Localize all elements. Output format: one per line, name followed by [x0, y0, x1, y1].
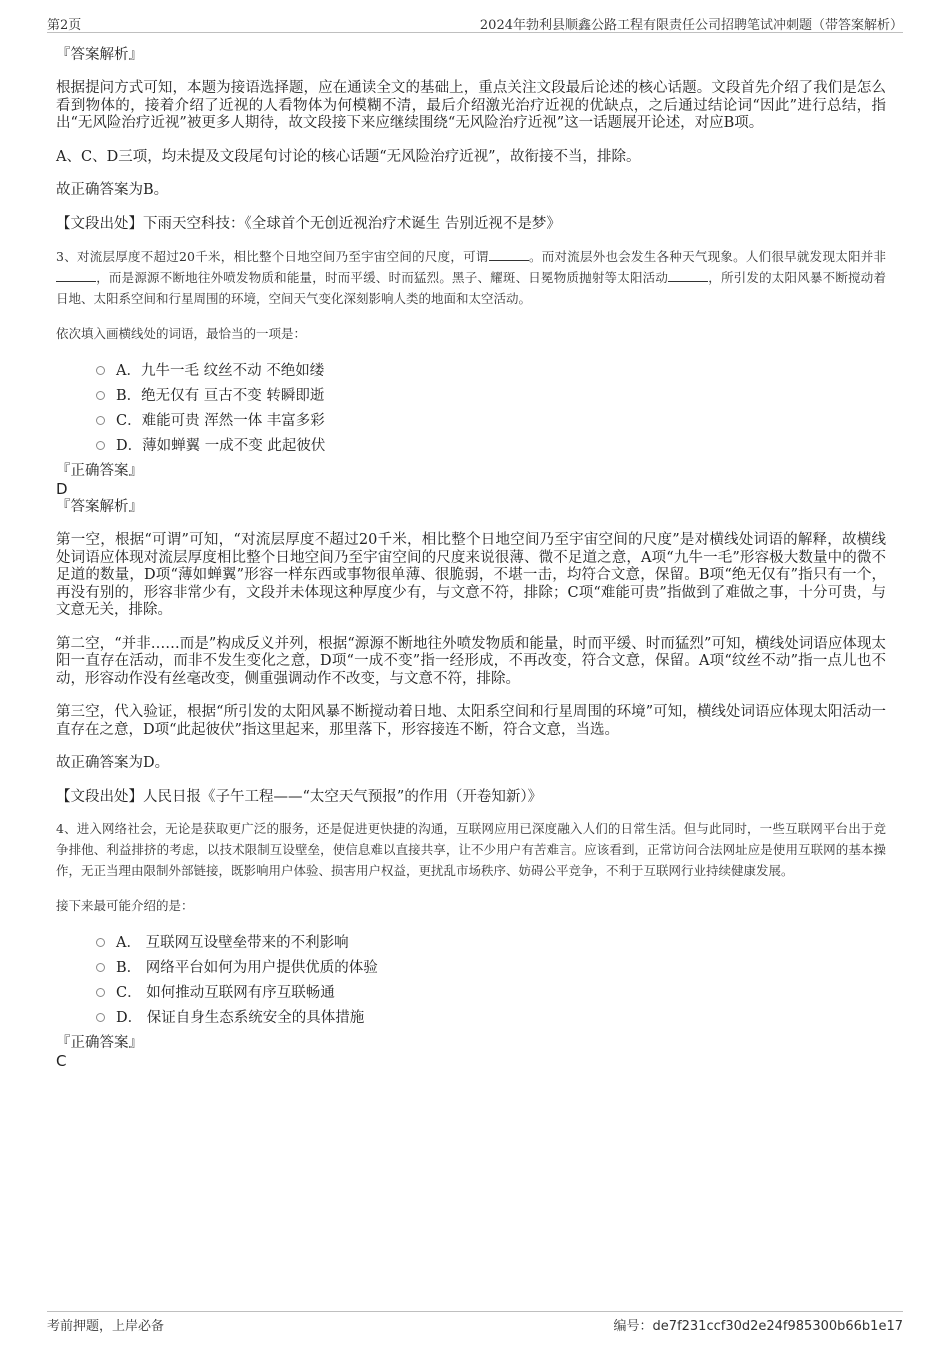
q3-option-d[interactable]	[56, 435, 886, 460]
q3-source: 【文段出处】人民日报《子午工程——“太空天气预报”的作用（开卷知新）》	[56, 788, 543, 805]
q3-option-b[interactable]	[56, 385, 886, 410]
q4-option-c[interactable]	[56, 982, 886, 1007]
code-label: 编号：	[613, 1319, 653, 1334]
fill-blank	[668, 269, 708, 282]
q3-answer: D	[56, 480, 68, 498]
fill-blank	[56, 269, 96, 282]
code-value: de7f231ccf30d2e24f985300b66b1e17	[652, 1319, 903, 1334]
q2-analysis-label: 『答案解析』	[56, 47, 143, 63]
q3-prompt: 依次填入画横线处的词语，最恰当的一项是：	[56, 326, 307, 341]
q3-analysis-paragraph: 第二空，“并非……而是”构成反义并列，根据“源源不断地往外喷发物质和能量，时而平缓、时而猛烈”可知，横线处词语应体现太阳一直存在活动，而非不发生变化之意，D项“一成不变”指一经形成，不再改变，符合文意，保留。A项“纹丝不动”指一点儿也不动，形容动作没有丝毫改变，侧重强调动作不改变，与文意不符，排除。	[56, 635, 886, 687]
option-label: C．难能可贵 浑然一体 丰富多彩	[116, 413, 325, 429]
fill-blank	[489, 248, 529, 261]
q4-answer: C	[56, 1052, 67, 1070]
q3-stem	[56, 246, 886, 309]
q2-analysis-paragraph: A、C、D三项，均未提及文段尾句讨论的核心话题“无风险治疗近视”，故衔接不当，排除。	[56, 148, 641, 165]
option-label: D． 保证自身生态系统安全的具体措施	[116, 1010, 365, 1026]
q2-analysis-paragraph: 根据提问方式可知，本题为接语选择题，应在通读全文的基础上，重点关注文段最后论述的核心话题。文段首先介绍了我们是怎么看到物体的，接着介绍了近视的人看物体为何模糊不清，最后介绍激光治疗近视的优缺点，之后通过结论词“因此”进行总结，指出“无风险治疗近视”被更多人期待，故文段接下来应继续围绕“无风险治疗近视”这一话题展开论述，对应B项。	[56, 80, 886, 131]
radio-icon[interactable]	[96, 441, 105, 450]
page-number: 第2页	[47, 18, 82, 33]
option-label: B． 网络平台如何为用户提供优质的体验	[116, 960, 378, 976]
footer-slogan: 考前押题，上岸必备	[47, 1319, 165, 1334]
page-header	[47, 14, 903, 33]
radio-icon[interactable]	[96, 391, 105, 400]
radio-icon[interactable]	[96, 963, 105, 972]
q4-option-a[interactable]	[56, 932, 886, 957]
radio-icon[interactable]	[96, 416, 105, 425]
option-label: A． 互联网互设壁垒带来的不利影响	[116, 935, 349, 951]
q3-analysis-paragraph: 第一空，根据“可谓”可知，“对流层厚度不超过20千米，相比整个日地空间乃至宇宙空间的尺度”是对横线处词语的解释，故横线处词语应体现对流层厚度相比整个日地空间乃至宇宙空间的尺度来说很薄、微不足道之意，A项“九牛一毛”形容极大数量中的微不足道的数量，D项“薄如蝉翼”形容一样东西或事物很单薄、很脆弱，不堪一击，均符合文意，保留。B项“绝无仅有”指只有一个，再没有别的，形容非常少有，文段并未体现这种厚度少有，与文意不符，排除；C项“难能可贵”指做到了难做之事，十分可贵，与文意无关，排除。	[56, 532, 886, 618]
option-label: C． 如何推动互联网有序互联畅通	[116, 985, 335, 1001]
document-title: 2024年勃利县顺鑫公路工程有限责任公司招聘笔试冲刺题（带答案解析）	[479, 18, 903, 33]
option-label: A．九牛一毛 纹丝不动 不绝如缕	[116, 363, 325, 379]
q3-stem-part: ，所引发的太阳风暴不断搅动着日地、太阳系空间和行星周围的环境，空间天气变化深刻影响人类的地面和太空活动。	[56, 270, 886, 306]
radio-icon[interactable]	[96, 1013, 105, 1022]
q4-stem: 4、进入网络社会，无论是获取更广泛的服务，还是促进更快捷的沟通，互联网应用已深度融入人们的日常生活。但与此同时，一些互联网平台出于竞争排他、利益排挤的考虑，以技术限制互设壁垒，使信息难以直接共享，让不少用户有苦难言。应该看到，正常访问合法网址应是使用互联网的基本操作，无正当理由限制外部链接，既影响用户体验、损害用户权益，更扰乱市场秩序、妨碍公平竞争，不利于互联网行业持续健康发展。	[56, 821, 886, 878]
radio-icon[interactable]	[96, 938, 105, 947]
q4-answer-label: 『正确答案』	[56, 1035, 143, 1051]
option-label: B．绝无仅有 亘古不变 转瞬即逝	[116, 388, 325, 404]
q3-analysis-paragraph: 第三空，代入验证，根据“所引发的太阳风暴不断搅动着日地、太阳系空间和行星周围的环境”可知，横线处词语应体现太阳活动一直存在之意，D项“此起彼伏”指这里起来，那里落下，形容接连不断，符合文意，当选。	[56, 704, 886, 738]
q3-stem-part: 。而对流层外也会发生各种天气现象。人们很早就发现太阳并非	[528, 249, 886, 264]
document-body	[56, 46, 886, 1070]
option-label: D．薄如蝉翼 一成不变 此起彼伏	[116, 438, 326, 454]
q3-option-c[interactable]	[56, 410, 886, 435]
q4-option-d[interactable]	[56, 1007, 886, 1032]
radio-icon[interactable]	[96, 366, 105, 375]
q3-conclusion: 故正确答案为D。	[56, 755, 170, 771]
radio-icon[interactable]	[96, 988, 105, 997]
q3-stem-part: 3、对流层厚度不超过20千米，相比整个日地空间乃至宇宙空间的尺度，可谓	[56, 249, 489, 264]
q3-answer-label: 『正确答案』	[56, 463, 143, 479]
q2-source: 【文段出处】下雨天空科技：《全球首个无创近视治疗术诞生 告别近视不是梦》	[56, 215, 561, 232]
q4-option-b[interactable]	[56, 957, 886, 982]
q4-prompt: 接下来最可能介绍的是：	[56, 898, 194, 913]
q3-option-a[interactable]	[56, 360, 886, 385]
q3-analysis-label: 『答案解析』	[56, 499, 143, 515]
q2-conclusion: 故正确答案为B。	[56, 182, 169, 198]
q3-stem-part: ，而是源源不断地往外喷发物质和能量，时而平缓、时而猛烈。黑子、耀斑、日冕物质抛射等太阳活动	[96, 270, 669, 285]
document-code	[614, 1315, 903, 1334]
page-footer	[47, 1311, 903, 1334]
